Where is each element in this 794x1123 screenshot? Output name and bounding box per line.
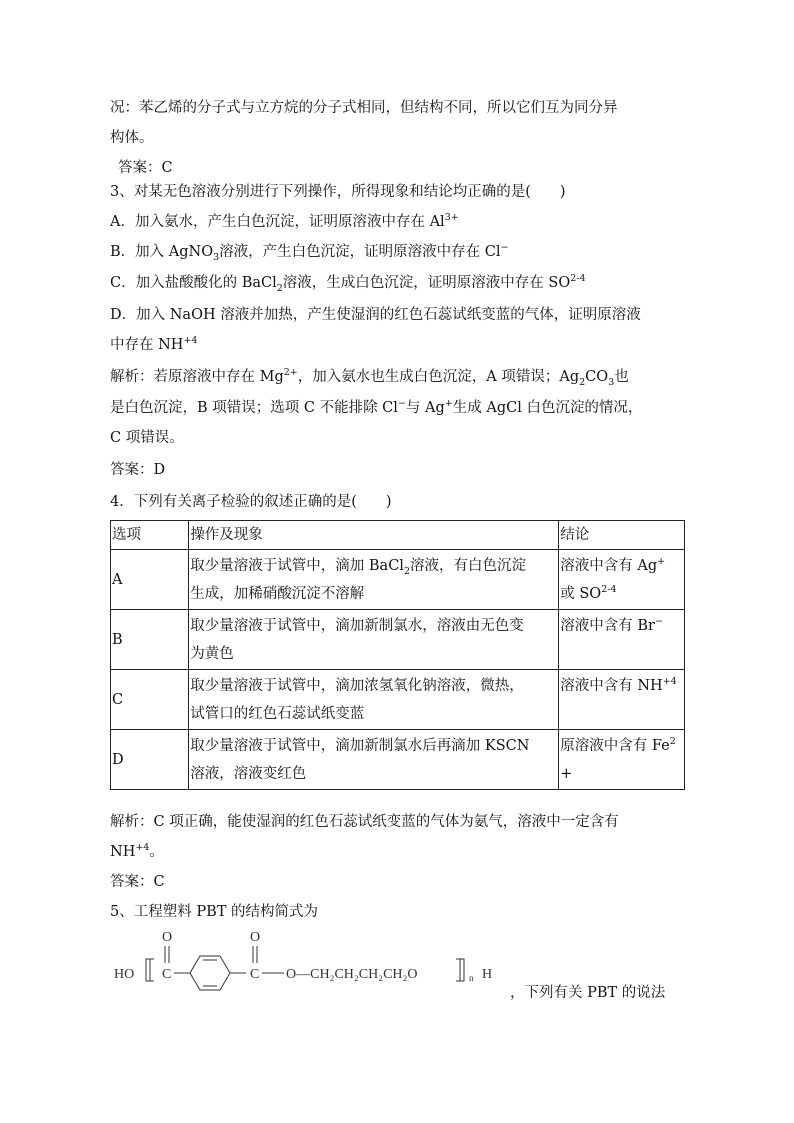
q4-stem: 4．下列有关离子检验的叙述正确的是( ) <box>110 494 392 510</box>
q3-option-d-line1: D．加入 NaOH 溶液并加热，产生使湿润的红色石蕊试纸变蓝的气体，证明原溶液 <box>110 307 641 323</box>
table-row <box>111 670 685 730</box>
q5-stem: 5、工程塑料 PBT 的结构简式为 <box>110 904 319 920</box>
q3-option-b: B．加入 AgNO$_3$溶液，产生白色沉淀，证明原溶液中存在 Cl− <box>110 242 509 263</box>
table-row <box>111 610 685 670</box>
q4-table <box>110 520 685 790</box>
q3-stem: 3、对某无色溶液分别进行下列操作，所得现象和结论均正确的是( ) <box>110 184 566 200</box>
row-conclusion: 溶液中含有 Br− <box>559 610 685 670</box>
row-operation: 取少量溶液于试管中，滴加新制氯水后再滴加 KSCN 溶液，溶液变红色 <box>189 730 559 790</box>
row-option: A <box>111 550 189 610</box>
table-row <box>111 730 685 790</box>
row-operation: 取少量溶液于试管中，滴加 BaCl$_2$溶液，有白色沉淀 生成，加稀硝酸沉淀不溶解 <box>189 550 559 610</box>
formula-carbonyl-o1: O <box>162 930 173 945</box>
formula-ho: HO <box>114 967 135 982</box>
header-conclusion: 结论 <box>559 521 685 550</box>
q4-analysis-line1: 解析：C 项正确，能使湿润的红色石蕊试纸变蓝的气体为氨气，溶液中一定含有 <box>110 814 619 830</box>
intro-line-1: 况：苯乙烯的分子式与立方烷的分子式相同，但结构不同，所以它们互为同分异 <box>110 100 618 116</box>
table-header-row <box>111 521 685 550</box>
header-operation: 操作及现象 <box>189 521 559 550</box>
q3-analysis-line1: 解析：若原溶液中存在 $Mg^{2+}$，加入氨水也生成白色沉淀，A 项错误；$Ag_2CO_3$也 <box>110 367 629 388</box>
row-option: D <box>111 730 189 790</box>
q3-option-d-line2: 中存在 $NH^{+4}$ <box>110 335 198 353</box>
q4-answer: 答案：C <box>110 874 165 890</box>
row-option: C <box>111 670 189 730</box>
q3-analysis-line3: C 项错误。 <box>110 430 184 446</box>
row-option: B <box>111 610 189 670</box>
row-conclusion: 原溶液中含有 $Fe^2$ + <box>559 730 685 790</box>
table-row <box>111 550 685 610</box>
formula-n: n <box>469 973 474 983</box>
q3-analysis-line2: 是白色沉淀，B 项错误；选项 C 不能排除 Cl−与 Ag+生成 AgCl 白色沉淀的情况， <box>110 398 643 416</box>
pbt-structure-formula <box>110 925 530 1005</box>
q3-option-c: C．加入盐酸酸化的 BaCl$_2$溶液，生成白色沉淀，证明原溶液中存在 SO$^{2-4}$ <box>110 273 586 294</box>
q4-analysis-line2: $NH^{+4}$。 <box>110 842 164 860</box>
formula-carbonyl-o2: O <box>250 930 261 945</box>
row-operation: 取少量溶液于试管中，滴加浓氢氧化钠溶液，微热， 试管口的红色石蕊试纸变蓝 <box>189 670 559 730</box>
q3-answer: 答案：D <box>110 462 166 478</box>
row-operation: 取少量溶液于试管中，滴加新制氯水，溶液由无色变 为黄色 <box>189 610 559 670</box>
formula-h: H <box>482 967 493 982</box>
formula-chain: O—CH₂CH₂CH₂CH₂O <box>286 967 418 982</box>
header-option: 选项 <box>111 521 189 550</box>
formula-carbon2: C <box>250 967 260 982</box>
row-conclusion: 溶液中含有 Ag+ 或 SO$^{2-4}$ <box>559 550 685 610</box>
intro-line-2: 构体。 <box>110 130 154 146</box>
q5-stem-tail: ，下列有关 PBT 的说法 <box>510 985 666 1001</box>
q3-option-a: A．加入氨水，产生白色沉淀，证明原溶液中存在 $Al^{3+}$ <box>110 212 459 230</box>
intro-answer: 答案：C <box>118 160 173 176</box>
row-conclusion: 溶液中含有 $NH^{+4}$ <box>559 670 685 730</box>
formula-carbon1: C <box>162 967 172 982</box>
